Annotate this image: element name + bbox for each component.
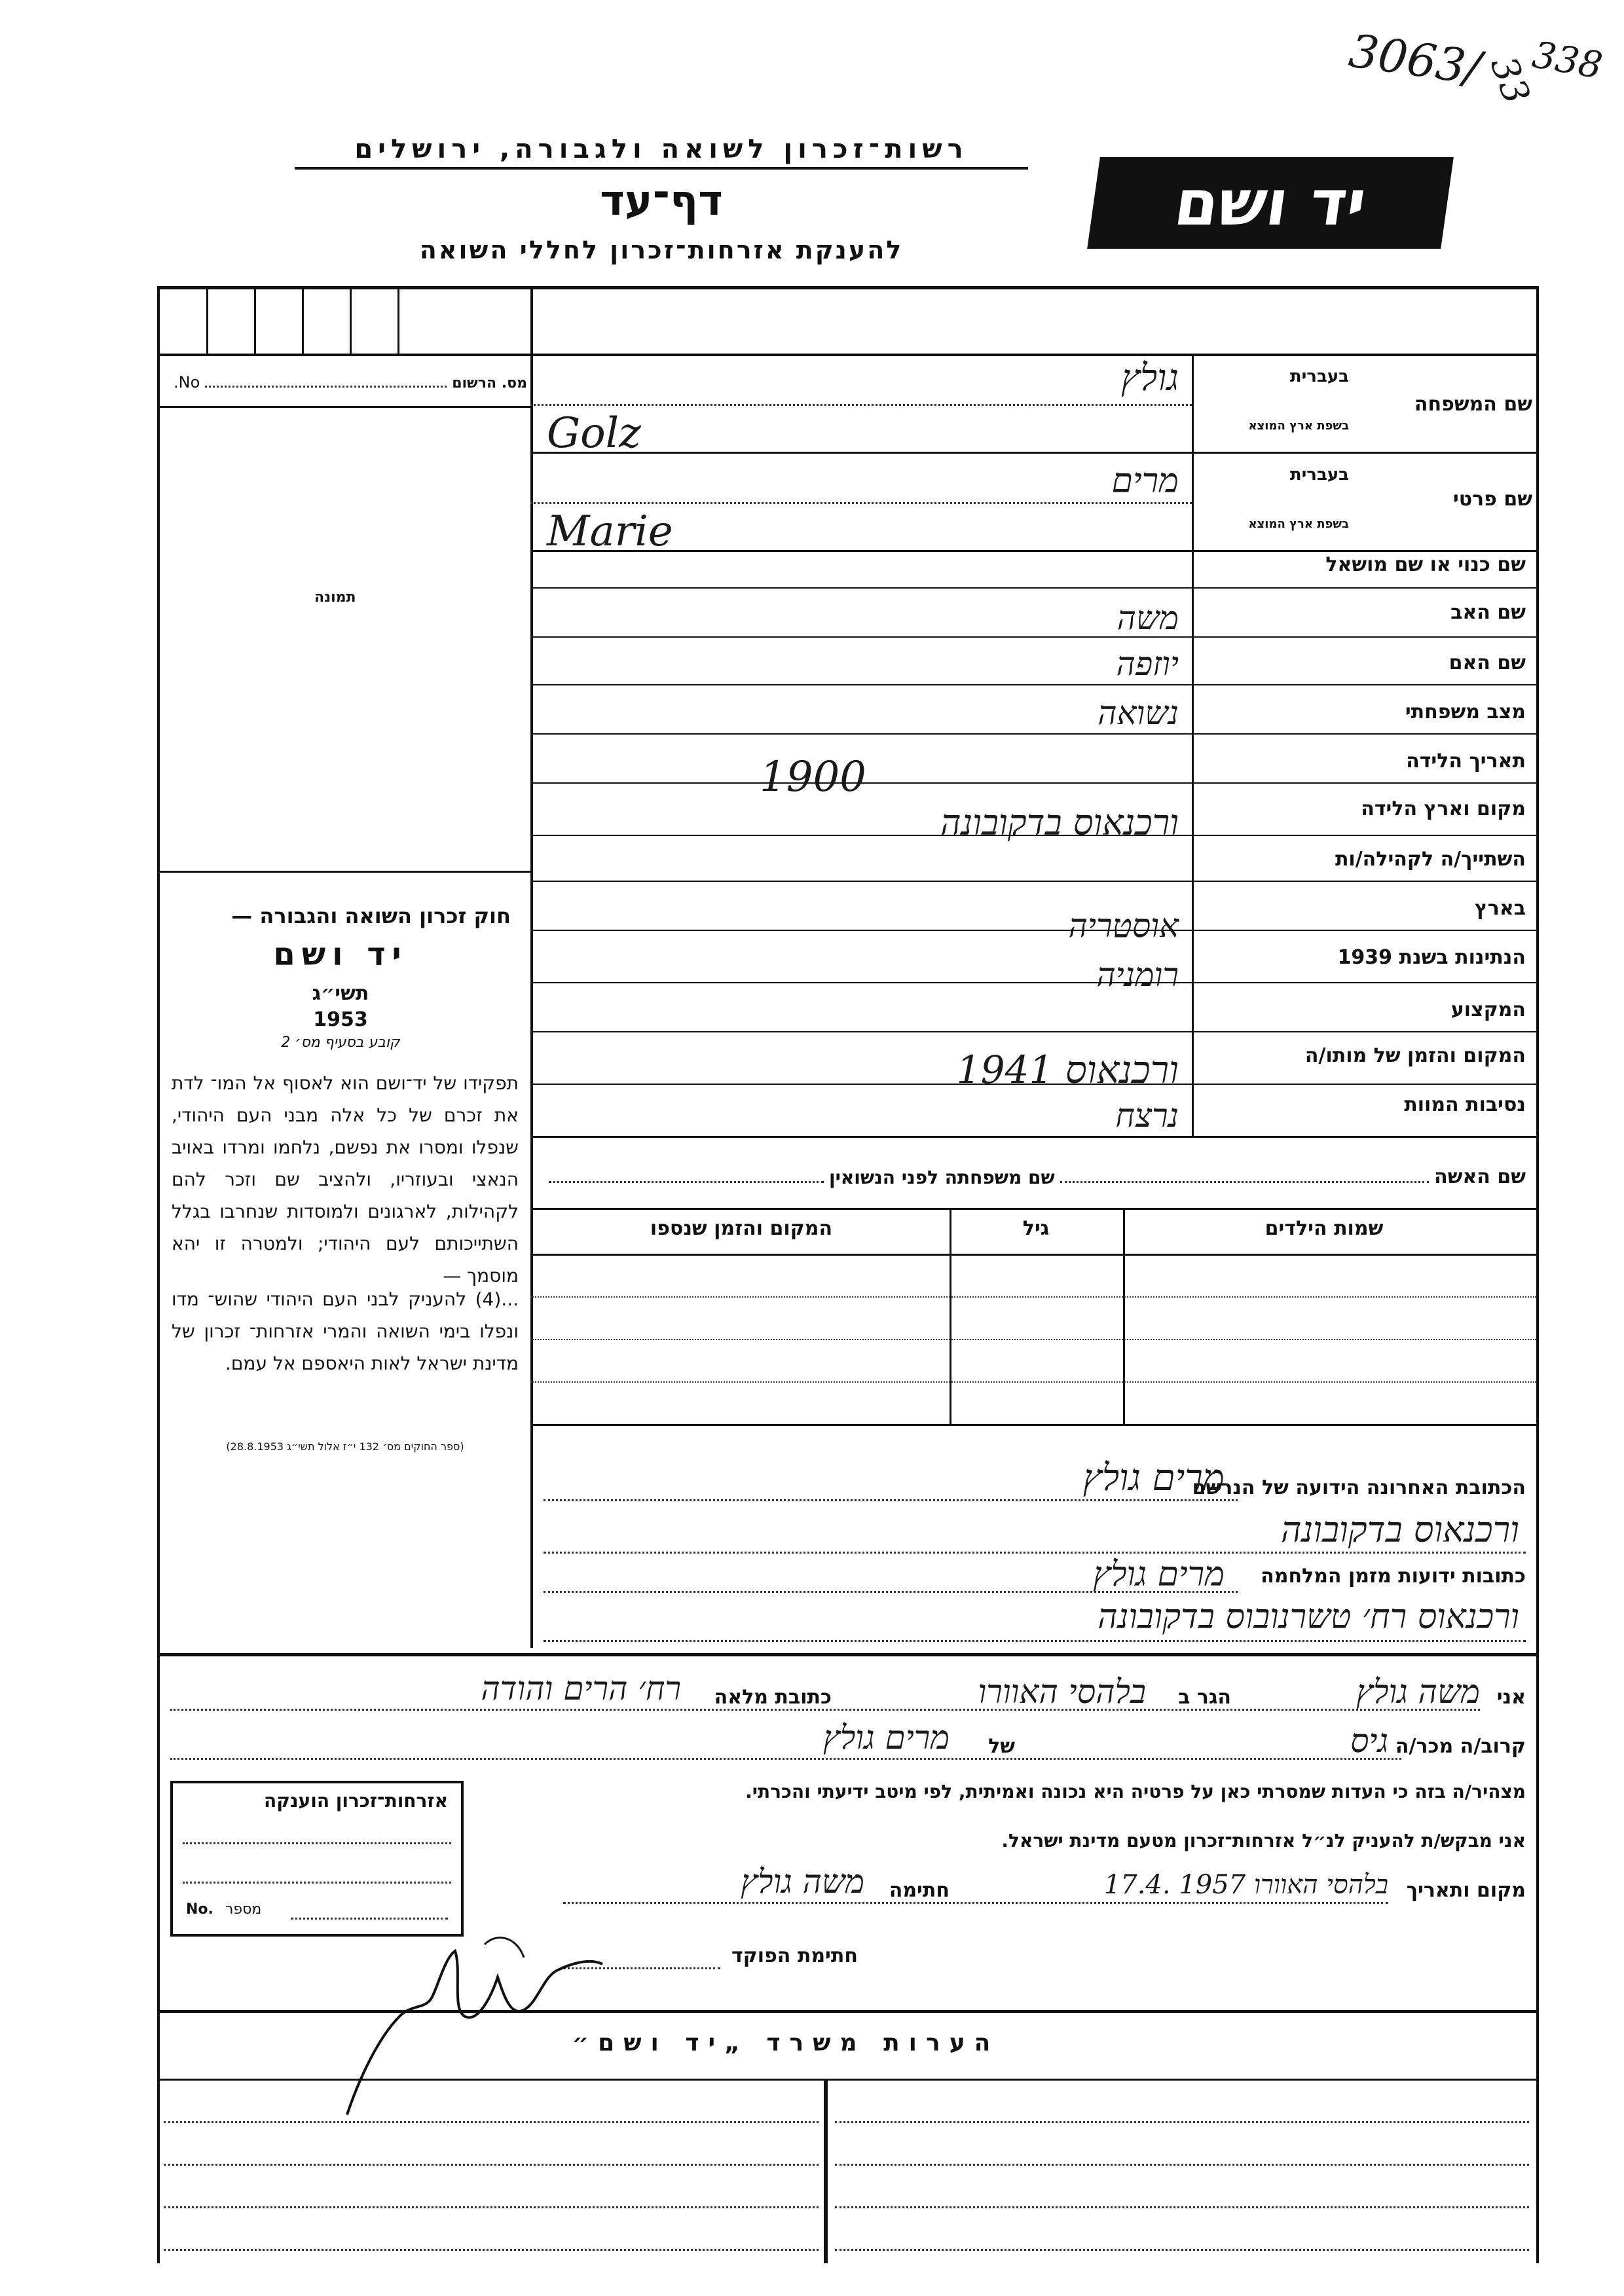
- marital-status-value[interactable]: נשואה: [1098, 694, 1179, 732]
- lives-in-label: הגר ב: [1178, 1686, 1231, 1709]
- death-circumstances-label: נסיבות המוות: [1404, 1093, 1526, 1116]
- law-title: חוק זכרון השואה והגבורה —: [231, 903, 511, 928]
- war-address-value-2[interactable]: ורכנאוס רח׳ טשרנובוס בדקובונה: [1098, 1597, 1519, 1637]
- declarant-signature[interactable]: משה גולץ: [741, 1863, 864, 1901]
- archive-number-2: 33: [1481, 50, 1538, 110]
- mother-name-label: שם האם: [1449, 651, 1526, 674]
- community-label: השתייך/ה לקהילה/ות: [1335, 848, 1526, 871]
- declarant-relation[interactable]: גיס: [1350, 1722, 1388, 1760]
- law-clause: קובע בסעיף מס׳ 2: [281, 1034, 400, 1051]
- last-address-value[interactable]: מרים גולץ: [1082, 1457, 1225, 1499]
- children-age-header: גיל: [1022, 1217, 1050, 1240]
- citizenship-box-no: No.: [186, 1901, 213, 1918]
- birth-place-label: מקום וארץ הלידה: [1361, 797, 1526, 820]
- last-address-label: הכתובת האחרונה הידועה של הנרשם: [1192, 1476, 1526, 1499]
- children-table: [532, 1211, 1535, 1424]
- law-year-hebrew: תשי״ג: [312, 982, 369, 1005]
- citizenship-box: [170, 1781, 464, 1937]
- official-signature: [301, 1918, 616, 2128]
- birth-date-label: תאריך הלידה: [1406, 750, 1526, 773]
- first-name-he-value[interactable]: מרים: [1111, 462, 1179, 501]
- family-name-label: שם המשפחה: [1414, 393, 1532, 416]
- declarant-street[interactable]: רח׳ הרים והודה: [481, 1669, 681, 1707]
- office-notes-title: הערות משרד „יד ושם״: [572, 2030, 1000, 2056]
- birth-date-value[interactable]: 1900: [760, 753, 866, 801]
- citizenship-1939-label: הנתינות בשנת 1939: [1337, 946, 1526, 969]
- yad-vashem-logo: [1087, 157, 1454, 249]
- wife-row[interactable]: [544, 1165, 1526, 1188]
- country-value[interactable]: אוסטריה: [1068, 907, 1179, 945]
- place-date-value[interactable]: בלהסי האוורו 1957 .17.4: [1103, 1870, 1388, 1900]
- declarant-of-name[interactable]: מרים גולץ: [822, 1719, 950, 1757]
- maiden-name-label: שם משפחתה לפני הנשואין: [829, 1167, 1055, 1188]
- law-text-1: תפקידו של יד־ושם הוא לאסוף אל המו־ לדת את זכרם של כל אלה מבני העם היהודי, שנפלו ומסרו את נפשם, נלחמו ומרדו באויב הנאצי ובעוזריו, ולהציב שם וזכר להם לקהילות, לארגונים ולמוסדות שנחרבו בגלל השתייכותם לעם היהודי; ולמטרה זו יהא מוסמך —: [172, 1072, 519, 1286]
- of-label: של: [988, 1735, 1015, 1758]
- official-signature-label: חתימת הפוקד: [731, 1944, 858, 1967]
- war-address-label: כתובות ידועות מזמן המלחמה: [1261, 1565, 1526, 1588]
- registration-boxes: [160, 289, 530, 355]
- ani-label: אני: [1496, 1686, 1526, 1709]
- family-name-he-value[interactable]: גולץ: [1120, 357, 1179, 399]
- first-name-label: שם פרטי: [1452, 488, 1532, 511]
- authority-line: רשות־זכרון לשואה ולגבורה, ירושלים: [295, 134, 1028, 170]
- citizenship-box-number-label: מספר: [225, 1901, 262, 1918]
- place-date-label: מקום ותאריך: [1406, 1879, 1526, 1902]
- law-text-2: ...(4) להעניק לבני העם היהודי שהוש־ מדו ונפלו בימי השואה והמרי אזרחות־ זכרון של מדינת ישראל לאות היאספם אל עמם.: [172, 1288, 519, 1374]
- full-address-label: כתובת מלאה: [714, 1686, 832, 1709]
- mother-name-value[interactable]: יוזפה: [1116, 645, 1179, 683]
- death-circumstances-value[interactable]: נרצח: [1115, 1097, 1179, 1135]
- first-name-orig-sublabel: בשפת ארץ המוצא: [1248, 517, 1349, 531]
- photo-label: תמונה: [314, 589, 356, 606]
- birth-place-value[interactable]: ורכנאוס בדקובונה: [940, 802, 1179, 843]
- death-place-value[interactable]: ורכנאוס 1941: [956, 1048, 1179, 1092]
- marital-status-label: מצב משפחתי: [1405, 701, 1526, 723]
- registration-label: מס. הרשום: [452, 375, 527, 392]
- children-names-header: שמות הילדים: [1264, 1217, 1384, 1240]
- form-subtitle: להענקת אזרחות־זכרון לחללי השואה: [419, 236, 904, 264]
- declaration-line-2: אני מבקש/ת להעניק לנ״ל אזרחות־זכרון מטעם מדינת ישראל.: [1001, 1830, 1526, 1851]
- declarant-city[interactable]: בלהסי האוורו: [978, 1673, 1146, 1711]
- logo-text: יד ושם: [1170, 166, 1371, 240]
- law-year: 1953: [313, 1008, 368, 1031]
- relative-label: קרוב/ה מכר/ה: [1395, 1735, 1526, 1758]
- form-title: דף־עד: [600, 177, 723, 225]
- family-name-orig-value[interactable]: Golz: [547, 409, 641, 458]
- family-name-he-sublabel: בעברית: [1289, 367, 1349, 386]
- archive-number-3: 338: [1529, 33, 1606, 88]
- war-address-value[interactable]: מרים גולץ: [1093, 1555, 1225, 1594]
- family-name-orig-sublabel: בשפת ארץ המוצא: [1248, 419, 1349, 433]
- law-citation: (ספר החוקים מס׳ 132 י״ז אלול תשי״ג 28.8.1953): [226, 1440, 464, 1453]
- declaration-line-1: מצהיר/ה בזה כי העדות שמסרתי כאן על פרטיה היא נכונה ואמיתית, לפי מיטב ידיעתי והכרתי.: [745, 1781, 1526, 1802]
- profession-label: המקצוע: [1450, 998, 1526, 1021]
- no-label: No.: [174, 373, 200, 392]
- law-name: יד ושם: [273, 936, 408, 973]
- country-label: בארץ: [1474, 897, 1526, 920]
- death-place-label: המקום והזמן של מותו/ה: [1304, 1044, 1526, 1067]
- citizenship-1939-value[interactable]: רומניה: [1096, 956, 1179, 994]
- last-address-value-2[interactable]: ורכנאוס בדקובונה: [1280, 1509, 1519, 1550]
- wife-label: שם האשה: [1434, 1165, 1526, 1188]
- archive-number: 3063/: [1346, 24, 1485, 96]
- first-name-orig-value[interactable]: Marie: [547, 507, 673, 556]
- signature-label: חתימה: [889, 1879, 950, 1902]
- declarant-name[interactable]: משה גולץ: [1356, 1673, 1480, 1711]
- nickname-label: שם כנוי או שם מושאל: [1325, 553, 1526, 576]
- father-name-value[interactable]: משה: [1116, 599, 1179, 637]
- father-name-label: שם האב: [1450, 601, 1526, 624]
- first-name-he-sublabel: בעברית: [1289, 465, 1349, 484]
- citizenship-box-title: אזרחות־זכרון הוענקה: [264, 1790, 448, 1812]
- children-place-header: המקום והזמן שנספו: [650, 1217, 833, 1240]
- registration-number-field[interactable]: [174, 373, 527, 392]
